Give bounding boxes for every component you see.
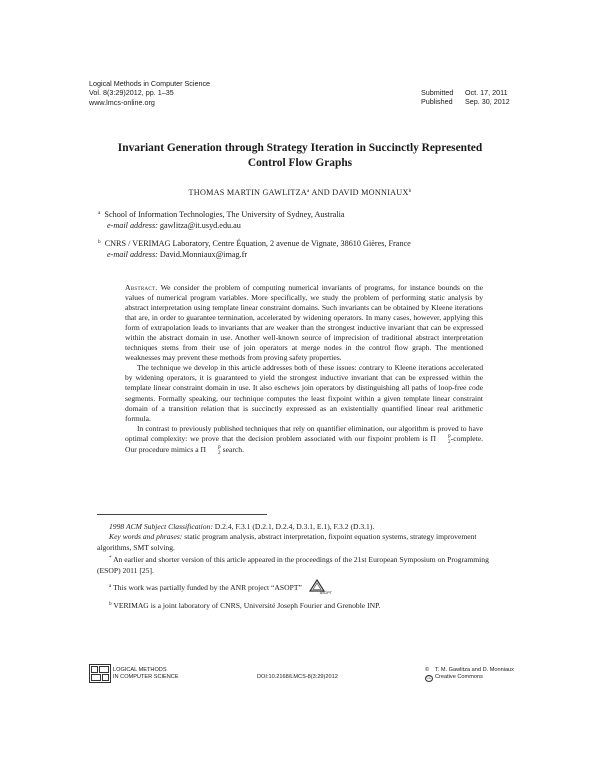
- affiliation-b: [98, 237, 538, 260]
- journal-website[interactable]: www.lmcs-online.org: [89, 97, 155, 107]
- affiliation-a-mark: a: [98, 210, 101, 216]
- logo-line-2: IN COMPUTER SCIENCE: [113, 673, 179, 680]
- copyright-icon: ©: [425, 667, 430, 673]
- author-1: THOMAS MARTIN GAWLITZA: [188, 188, 308, 197]
- footnote-b: $^b$ VERIMAG is a joint laboratory of CNRS, Université Joseph Fourier and Grenoble INP.: [109, 601, 381, 611]
- affiliation-a-email[interactable]: gawlitza@it.usyd.edu.au: [159, 221, 241, 230]
- paper-title: [70, 141, 530, 171]
- abstract: [125, 283, 483, 456]
- abstract-p3-middle: -complete. Our procedure mimics a: [125, 433, 483, 454]
- abstract-paragraph-2: The technique we develop in this article addresses both of these issues: contrary to Kleene iterations accelerated by widening operators, it is guaranteed to yield the strongest inductive invariant that can be expressed within the template linear constraint domain in use. It also eschews join operators by distinguishing all paths of loop-free code segments. Formally speaking, our technique computes the least fixpoint within a given template linear constraint domain of a transition relation that is succinctly expressed as an existentially quantified linear real arithmetic formula.: [125, 363, 483, 423]
- pi2p-symbol-2: Π P 2: [200, 444, 221, 456]
- doi[interactable]: DOI:10.2168/LMCS-8(3:29)2012: [257, 674, 338, 680]
- footnote-a: $^a$ This work was partially funded by the ANR project “ASOPT” ASOPT: [97, 579, 511, 596]
- asopt-logo-icon: [308, 579, 332, 596]
- journal-name: Logical Methods in Computer Science: [89, 79, 211, 88]
- footnotes: [97, 522, 511, 611]
- license-text: Creative Commons: [435, 673, 483, 680]
- title-line-2: Control Flow Graphs: [247, 157, 353, 169]
- abstract-p3-before: In contrast to previously published techniques that rely on quantifier elimination, our algorithm is proved to have optimal complexity: we prove that the decision problem associated with our fixpoint problem is: [125, 423, 483, 443]
- affiliation-b-institution: CNRS / VERIMAG Laboratory, Centre Équation, 2 avenue de Vignate, 38610 Gières, France: [104, 239, 411, 248]
- affiliation-b-mark: b: [98, 239, 101, 245]
- submitted-label: Submitted: [421, 88, 454, 97]
- journal-volume: Vol. 8(3:29)2012, pp. 1–35: [89, 88, 174, 98]
- affiliation-a: [98, 208, 518, 231]
- affiliation-b-email[interactable]: David.Monniaux@imag.fr: [159, 250, 248, 259]
- published-label: Published: [421, 97, 453, 107]
- copyright-block: [425, 667, 514, 682]
- lmcs-logo-icon: [89, 664, 111, 688]
- abstract-paragraph-1: [125, 283, 483, 363]
- submitted-date: Oct. 17, 2011: [465, 88, 508, 97]
- footnote-a-text: This work was partially funded by the ANR project “ASOPT”: [113, 583, 302, 593]
- abstract-paragraph-3: [125, 424, 483, 456]
- copyright-holders: T. M. Gawlitza and D. Monniaux: [435, 667, 514, 673]
- author-2-mark: b: [408, 188, 412, 194]
- affiliation-a-email-label: e-mail address:: [107, 221, 158, 230]
- footnote-star-text: An earlier and shorter version of this article appeared in the proceedings of the 21st European Symposium on Programming (ESOP) 2011 [25].: [97, 555, 489, 575]
- affiliation-b-email-label: e-mail address:: [107, 250, 158, 259]
- author-list: [70, 188, 530, 197]
- abstract-p1-text: We consider the problem of computing numerical invariants of programs, for instance bounds on the values of numerical program variables. More specifically, we study the problem of performing static analysis by abstract interpretation using template linear constraint domains. Such invariants can be obtained by Kleene iterations that are, in order to guarantee termination, accelerated by widening operators. In many cases, however, applying this form of extrapolation leads to invariants that are weaker than the strongest inductive invariant that can be expressed within the abstract domain in use. Another well-known source of imprecision of traditional abstract interpretation techniques stems from their use of join operators at merge nodes in the control flow graph. The mentioned weaknesses may prevent these methods from proving safety properties.: [125, 283, 483, 363]
- author-2: DAVID MONNIAUX: [332, 188, 409, 197]
- journal-header: [89, 79, 210, 107]
- logo-line-1: LOGICAL METHODS: [113, 667, 167, 673]
- title-line-1: Invariant Generation through Strategy Iteration in Succinctly Represented: [117, 142, 483, 154]
- asopt-logo-text: ASOPT: [319, 591, 332, 596]
- cc-icon: CC: [426, 675, 432, 680]
- abstract-heading: Abstract.: [125, 283, 158, 292]
- dates-block: [421, 88, 541, 107]
- acm-label: 1998 ACM Subject Classification:: [109, 522, 213, 531]
- acm-value: D.2.4, F.3.1 (D.2.1, D.2.4, D.3.1, E.1), F.3.2 (D.3.1).: [214, 522, 375, 531]
- lmcs-logo-text: [113, 667, 179, 680]
- footnote-star: * An earlier and shorter version of this article appeared in the proceedings of the 21st European Symposium on Programming (ESOP) 2011 [25].: [97, 555, 489, 575]
- affiliation-a-institution: School of Information Technologies, The University of Sydney, Australia: [104, 210, 345, 219]
- footnote-b-text: VERIMAG is a joint laboratory of CNRS, Université Joseph Fourier and Grenoble INP.: [113, 601, 381, 611]
- pi2p-symbol: Π P 2: [430, 433, 451, 445]
- acm-classification: [97, 522, 511, 532]
- keywords-label: Key words and phrases:: [109, 532, 183, 542]
- author-connector: AND: [311, 188, 330, 197]
- abstract-p3-after: search.: [222, 444, 244, 454]
- footnote-rule: [97, 514, 267, 515]
- author-1-mark: a: [307, 188, 310, 194]
- published-date: Sep. 30, 2012: [465, 97, 510, 107]
- keywords: [97, 532, 511, 553]
- keywords-value: static program analysis, abstract interpretation, fixpoint equation systems, strategy improvement algorithms, SMT solving.: [97, 532, 477, 552]
